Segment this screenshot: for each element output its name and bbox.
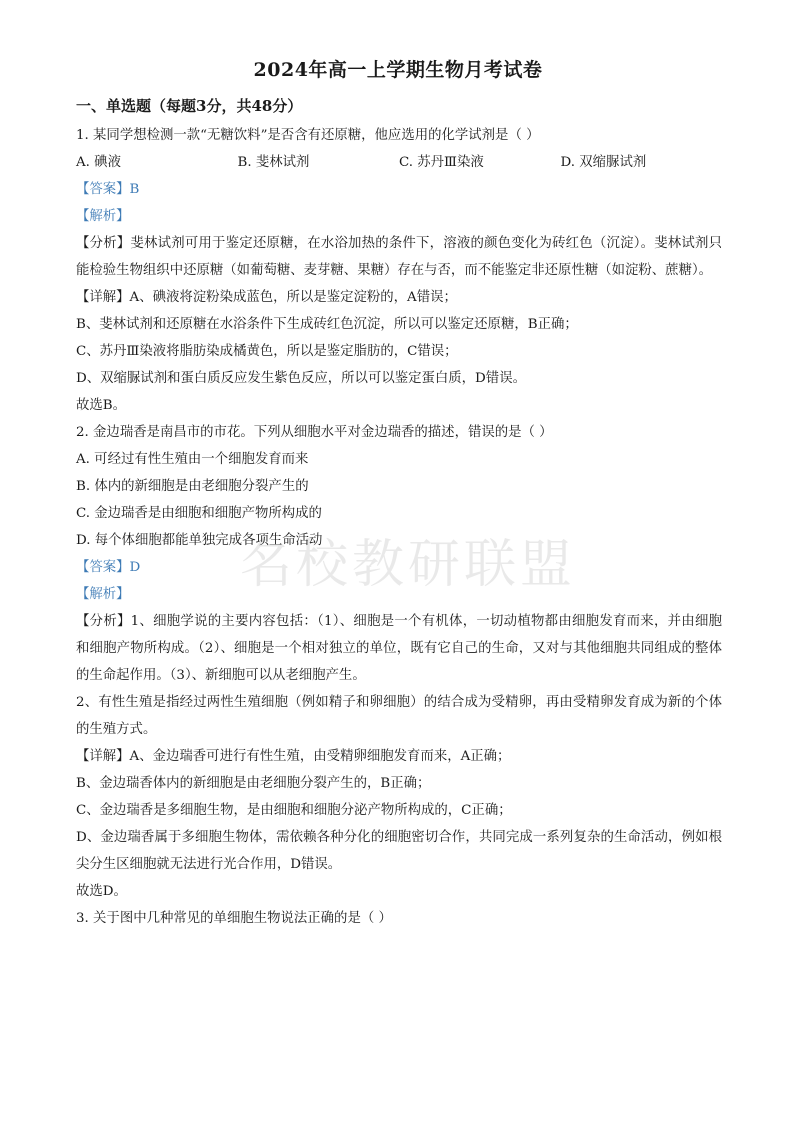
- q1-option-c: C. 苏丹Ⅲ染液: [399, 155, 484, 170]
- q2-detail-b: B、金边瑞香体内的新细胞是由老细胞分裂产生的，B正确；: [76, 776, 431, 791]
- q2-answer: 【答案】D: [76, 560, 141, 575]
- q1-option-b: B. 斐林试剂: [237, 155, 310, 170]
- q2-analysis-1: 【分析】1、细胞学说的主要内容包括：（1）、细胞是一个有机体，一切动植物都由细胞发育而来，并由细胞和细胞产物所构成。（2）、细胞是一个相对独立的单位，既有它自己的生命，又对与其他细胞共同组成的整体的生命起作用。（3）、新细胞可以从老细胞产生。: [76, 614, 722, 683]
- q1-answer: 【答案】B: [76, 182, 140, 197]
- q2-jiexi-label: 【解析】: [76, 587, 130, 602]
- page-title: 2024年高一上学期生物月考试卷: [253, 59, 543, 81]
- q2-option-a: A. 可经过有性生殖由一个细胞发育而来: [76, 452, 309, 467]
- q1-option-d: D. 双缩脲试剂: [560, 155, 647, 170]
- q1-conclusion: 故选B。: [76, 398, 127, 413]
- watermark: 名校教研联盟: [240, 535, 577, 595]
- section-heading: 一、单选题（每题3分，共48分）: [76, 97, 303, 115]
- q1-jiexi-label: 【解析】: [76, 209, 130, 224]
- q1-detail-b: B、斐林试剂和还原糖在水浴条件下生成砖红色沉淀，所以可以鉴定还原糖，B正确；: [76, 317, 578, 332]
- q1-options: [76, 149, 722, 176]
- q1-detail-a: 【详解】A、碘液将淀粉染成蓝色，所以是鉴定淀粉的，A错误；: [76, 290, 457, 305]
- q2-analysis-2: 2、有性生殖是指经过两性生殖细胞（例如精子和卵细胞）的结合成为受精卵，再由受精卵发育成为新的个体的生殖方式。: [76, 695, 722, 737]
- q1-stem: 1. 某同学想检测一款“无糖饮料”是否含有还原糖，他应选用的化学试剂是（ ）: [76, 128, 540, 143]
- question-content: [76, 122, 722, 932]
- q1-detail-c: C、苏丹Ⅲ染液将脂肪染成橘黄色，所以是鉴定脂肪的，C错误；: [76, 344, 458, 359]
- q1-analysis: 【分析】斐林试剂可用于鉴定还原糖，在水浴加热的条件下，溶液的颜色变化为砖红色（沉淀）。斐林试剂只能检验生物组织中还原糖（如葡萄糖、麦芽糖、果糖）存在与否，而不能鉴定非还原性糖（如淀粉、蔗糖）。: [76, 236, 722, 278]
- q2-option-b: B. 体内的新细胞是由老细胞分裂产生的: [76, 479, 309, 494]
- q3-stem: 3. 关于图中几种常见的单细胞生物说法正确的是（ ）: [76, 911, 392, 926]
- q2-detail-a: 【详解】A、金边瑞香可进行有性生殖，由受精卵细胞发育而来，A正确；: [76, 749, 511, 764]
- q2-detail-d: D、金边瑞香属于多细胞生物体，需依赖各种分化的细胞密切合作，共同完成一系列复杂的生命活动，例如根尖分生区细胞就无法进行光合作用，D错误。: [76, 830, 722, 872]
- q1-option-a: A. 碘液: [76, 155, 121, 170]
- q2-stem: 2. 金边瑞香是南昌市的市花。下列从细胞水平对金边瑞香的描述，错误的是（ ）: [76, 425, 553, 440]
- q2-detail-c: C、金边瑞香是多细胞生物，是由细胞和细胞分泌产物所构成的，C正确；: [76, 803, 512, 818]
- q2-option-c: C. 金边瑞香是由细胞和细胞产物所构成的: [76, 506, 322, 521]
- q1-detail-d: D、双缩脲试剂和蛋白质反应发生紫色反应，所以可以鉴定蛋白质，D错误。: [76, 371, 526, 386]
- q2-option-d: D. 每个体细胞都能单独完成各项生命活动: [76, 533, 323, 548]
- q2-conclusion: 故选D。: [76, 884, 127, 899]
